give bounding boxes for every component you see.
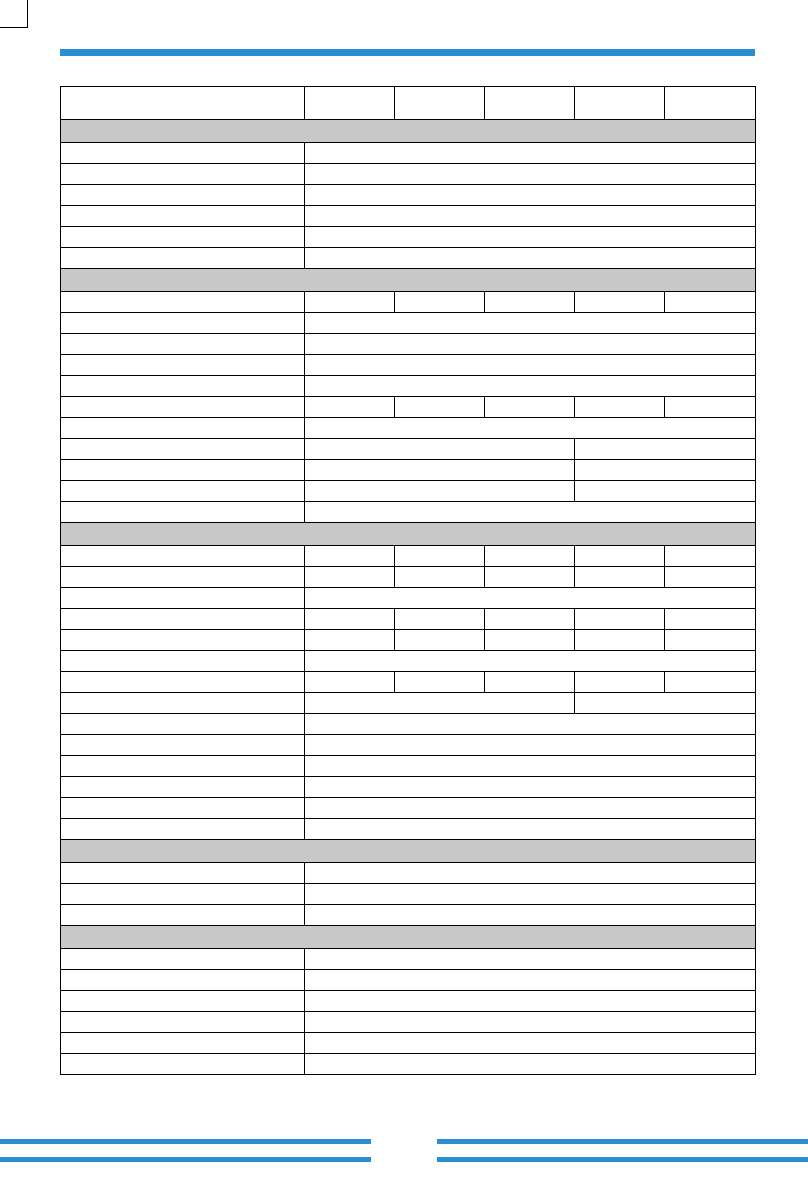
- table-row: [61, 1012, 756, 1033]
- row-value: [305, 292, 395, 313]
- row-value: [305, 460, 575, 481]
- row-label: [61, 798, 305, 819]
- row-label: [61, 819, 305, 840]
- row-value: [305, 418, 756, 439]
- row-value: [305, 630, 395, 651]
- table-row: [61, 292, 756, 313]
- table-row: [61, 143, 756, 164]
- row-label: [61, 651, 305, 672]
- row-value: [305, 651, 756, 672]
- footer-accent-bar-left-bottom: [0, 1157, 371, 1162]
- row-value: [305, 735, 756, 756]
- table-row: [61, 819, 756, 840]
- row-label: [61, 714, 305, 735]
- row-label: [61, 248, 305, 269]
- row-value: [575, 439, 756, 460]
- row-value: [305, 1054, 756, 1075]
- table-row: [61, 777, 756, 798]
- row-label: [61, 970, 305, 991]
- row-value: [305, 164, 756, 185]
- section-title: [61, 523, 756, 546]
- row-value: [395, 672, 485, 693]
- row-value: [305, 949, 756, 970]
- row-value: [305, 313, 756, 334]
- row-label: [61, 991, 305, 1012]
- table-row: [61, 672, 756, 693]
- row-value: [305, 502, 756, 523]
- row-value: [395, 567, 485, 588]
- row-label: [61, 1012, 305, 1033]
- table-row: [61, 693, 756, 714]
- row-value: [305, 970, 756, 991]
- section-header-row: [61, 523, 756, 546]
- table-row: [61, 714, 756, 735]
- row-value: [305, 546, 395, 567]
- crop-mark-horizontal: [0, 27, 28, 28]
- row-value: [305, 672, 395, 693]
- section-title: [61, 926, 756, 949]
- row-value: [485, 292, 575, 313]
- header-label-cell: [61, 87, 305, 120]
- footer-accent-bar-right-bottom: [437, 1157, 808, 1162]
- row-value: [305, 693, 575, 714]
- row-value: [575, 546, 665, 567]
- table-row: [61, 185, 756, 206]
- row-label: [61, 863, 305, 884]
- table-row: [61, 651, 756, 672]
- row-label: [61, 313, 305, 334]
- row-value: [305, 206, 756, 227]
- table-row: [61, 905, 756, 926]
- row-label: [61, 397, 305, 418]
- row-value: [575, 693, 756, 714]
- row-value: [485, 546, 575, 567]
- table-row: [61, 1033, 756, 1054]
- specification-table: [60, 86, 756, 1075]
- section-title: [61, 269, 756, 292]
- row-label: [61, 502, 305, 523]
- row-value: [485, 567, 575, 588]
- row-label: [61, 884, 305, 905]
- table-row: [61, 949, 756, 970]
- table-row: [61, 418, 756, 439]
- row-value: [485, 672, 575, 693]
- table-row: [61, 460, 756, 481]
- row-value: [485, 609, 575, 630]
- row-label: [61, 693, 305, 714]
- header-model-cell: [305, 87, 395, 120]
- row-label: [61, 481, 305, 502]
- row-value: [305, 905, 756, 926]
- header-model-cell: [485, 87, 575, 120]
- footer-accent-bar-right-top: [437, 1139, 808, 1144]
- row-value: [305, 248, 756, 269]
- table-header-row: [61, 87, 756, 120]
- table-row: [61, 206, 756, 227]
- row-value: [305, 1033, 756, 1054]
- row-value: [305, 567, 395, 588]
- section-title: [61, 120, 756, 143]
- row-value: [485, 630, 575, 651]
- row-value: [395, 397, 485, 418]
- table-row: [61, 863, 756, 884]
- row-value: [305, 798, 756, 819]
- row-label: [61, 292, 305, 313]
- row-value: [665, 397, 756, 418]
- row-value: [305, 376, 756, 397]
- table-row: [61, 164, 756, 185]
- table-row: [61, 502, 756, 523]
- footer-accent-bar-left-top: [0, 1139, 371, 1144]
- header-accent-bar: [60, 49, 755, 56]
- table-row: [61, 376, 756, 397]
- row-value: [575, 609, 665, 630]
- row-label: [61, 355, 305, 376]
- row-label: [61, 460, 305, 481]
- row-label: [61, 735, 305, 756]
- row-label: [61, 439, 305, 460]
- table-row: [61, 334, 756, 355]
- row-label: [61, 1054, 305, 1075]
- table-row: [61, 735, 756, 756]
- table-row: [61, 313, 756, 334]
- row-value: [305, 481, 575, 502]
- row-label: [61, 546, 305, 567]
- row-value: [395, 546, 485, 567]
- row-label: [61, 630, 305, 651]
- row-value: [305, 334, 756, 355]
- table-row: [61, 630, 756, 651]
- row-label: [61, 185, 305, 206]
- row-value: [305, 439, 575, 460]
- row-label: [61, 609, 305, 630]
- table-row: [61, 609, 756, 630]
- row-value: [575, 672, 665, 693]
- table-row: [61, 248, 756, 269]
- row-label: [61, 376, 305, 397]
- table-row: [61, 227, 756, 248]
- section-header-row: [61, 926, 756, 949]
- table-row: [61, 798, 756, 819]
- table-row: [61, 439, 756, 460]
- row-label: [61, 1033, 305, 1054]
- row-label: [61, 588, 305, 609]
- table-row: [61, 588, 756, 609]
- row-value: [305, 863, 756, 884]
- table-row: [61, 546, 756, 567]
- header-model-cell: [575, 87, 665, 120]
- row-value: [665, 567, 756, 588]
- row-value: [305, 884, 756, 905]
- row-label: [61, 164, 305, 185]
- table-row: [61, 355, 756, 376]
- table-row: [61, 397, 756, 418]
- header-model-cell: [665, 87, 756, 120]
- row-value: [305, 756, 756, 777]
- section-header-row: [61, 840, 756, 863]
- row-value: [395, 630, 485, 651]
- row-value: [665, 672, 756, 693]
- row-value: [665, 546, 756, 567]
- row-value: [395, 292, 485, 313]
- table-row: [61, 991, 756, 1012]
- row-value: [305, 819, 756, 840]
- row-label: [61, 567, 305, 588]
- row-label: [61, 206, 305, 227]
- crop-mark-vertical: [27, 0, 28, 28]
- table-row: [61, 970, 756, 991]
- row-value: [305, 355, 756, 376]
- section-title: [61, 840, 756, 863]
- row-label: [61, 418, 305, 439]
- row-value: [485, 397, 575, 418]
- row-value: [305, 777, 756, 798]
- row-label: [61, 777, 305, 798]
- table-row: [61, 567, 756, 588]
- row-value: [575, 292, 665, 313]
- row-value: [305, 397, 395, 418]
- row-value: [305, 714, 756, 735]
- row-value: [305, 991, 756, 1012]
- row-value: [575, 630, 665, 651]
- row-value: [665, 292, 756, 313]
- table-row: [61, 884, 756, 905]
- row-value: [665, 630, 756, 651]
- row-value: [575, 397, 665, 418]
- row-value: [575, 567, 665, 588]
- row-label: [61, 672, 305, 693]
- row-value: [305, 185, 756, 206]
- header-model-cell: [395, 87, 485, 120]
- row-label: [61, 334, 305, 355]
- row-label: [61, 143, 305, 164]
- row-value: [395, 609, 485, 630]
- row-value: [305, 227, 756, 248]
- row-value: [305, 1012, 756, 1033]
- row-value: [575, 481, 756, 502]
- table-row: [61, 1054, 756, 1075]
- table-row: [61, 481, 756, 502]
- row-value: [305, 588, 756, 609]
- row-value: [305, 143, 756, 164]
- section-header-row: [61, 120, 756, 143]
- row-label: [61, 227, 305, 248]
- row-label: [61, 905, 305, 926]
- row-label: [61, 756, 305, 777]
- row-value: [665, 609, 756, 630]
- row-value: [575, 460, 756, 481]
- section-header-row: [61, 269, 756, 292]
- row-label: [61, 949, 305, 970]
- row-value: [305, 609, 395, 630]
- table-row: [61, 756, 756, 777]
